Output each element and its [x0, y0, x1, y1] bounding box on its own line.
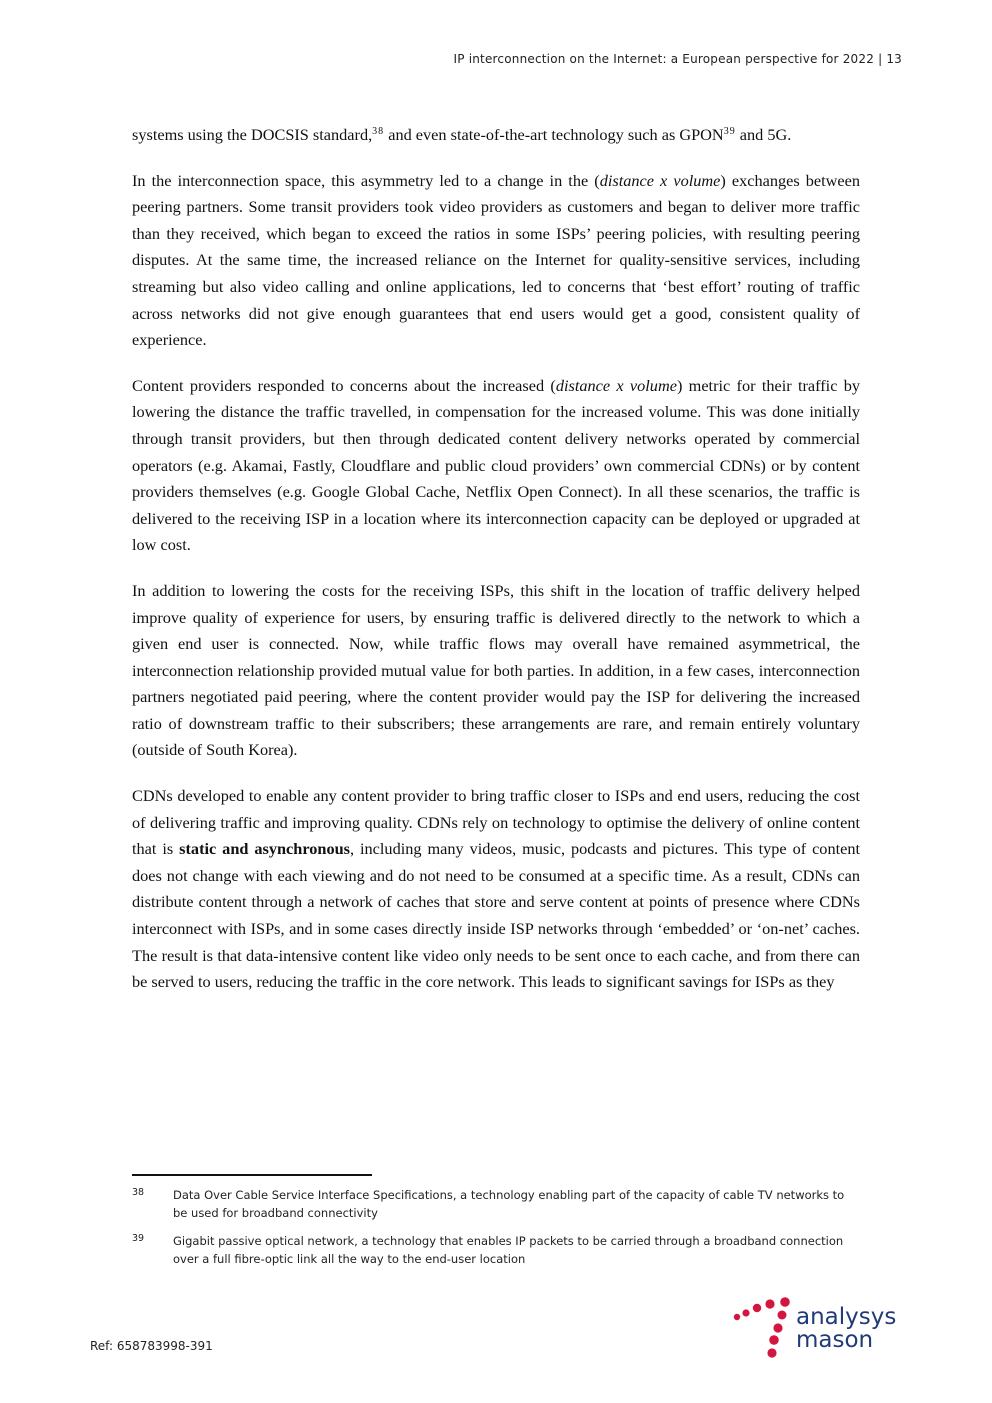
footnote-ref-39[interactable]: 39 [723, 126, 736, 137]
bold-term: static and asynchronous [179, 839, 350, 859]
page-number: 13 [886, 52, 902, 66]
italic-term: distance x volume [599, 170, 721, 190]
logo-wordmark [796, 1306, 896, 1352]
footnote-text: Data Over Cable Service Interface Specifications, a technology enabling part of the capacity of cable TV networks to be used for broadband connectivity [173, 1188, 845, 1220]
paragraph-5: CDNs developed to enable any content provider to bring traffic closer to ISPs and end users, reducing the cost of delivering traffic and improving quality. CDNs rely on technology to optimise the delivery of online content that is static and asynchronous, including many videos, music, podcasts and pictures. This type of content does not change with each viewing and do not need to be consumed at a specific time. As a result, CDNs can distribute content through a network of caches that store and serve content at points of presence where CDNs interconnect with ISPs, and in some cases directly inside ISP networks through ‘embedded’ or ‘on-net’ caches. The result is that data-intensive content like video only needs to be sent once to each cache, and from there can be served to users, reducing the traffic in the core network. This leads to significant savings for ISPs as they [132, 786, 860, 992]
footnote-39 [132, 1232, 852, 1268]
paragraph-3: Content providers responded to concerns about the increased (distance x volume) metric for their traffic by lowering the distance the traffic travelled, in compensation for the increased volume. This was done initially through transit providers, but then through dedicated content delivery networks operated by commercial operators (e.g. Akamai, Fastly, Cloudflare and public cloud providers’ own commercial CDNs) or by content providers themselves (e.g. Google Global Cache, Netflix Open Connect). In all these scenarios, the traffic is delivered to the receiving ISP in a location where its interconnection capacity can be deployed or upgraded at low cost. [132, 375, 861, 555]
dotted-seven-logo-mark-icon [732, 1296, 794, 1358]
analysys-mason-logo [732, 1296, 922, 1362]
footnote-divider [132, 1174, 372, 1176]
footnote-number: 39 [132, 1233, 145, 1244]
paragraph-1: systems using the DOCSIS standard,$^{38}$ and even state-of-the-art technology such as GPON$^{39}$ and 5G. [132, 125, 792, 144]
logo-line-1: analysys [796, 1304, 897, 1330]
header-separator: | [878, 52, 883, 66]
document-reference: Ref: 658783998-391 [90, 1339, 213, 1353]
italic-term: distance x volume [555, 375, 677, 395]
footnote-text: Gigabit passive optical network, a technology that enables IP packets to be carried through a broadband connection over a full fibre-optic link all the way to the end-user location [173, 1234, 844, 1266]
paragraph-4: In addition to lowering the costs for the receiving ISPs, this shift in the location of traffic delivery helped improve quality of experience for users, by ensuring traffic is delivered directly to the network to which a given end user is connected. Now, while traffic flows may overall have remained asymmetrical, the interconnection relationship provided mutual value for both parties. In addition, in a few cases, interconnection partners negotiated paid peering, where the content provider would pay the ISP for delivering the increased ratio of downstream traffic to their subscribers; these arrangements are rare, and remain entirely voluntary (outside of South Korea). [132, 580, 860, 760]
running-header [454, 52, 902, 66]
footnote-38 [132, 1186, 852, 1222]
footnote-ref-38[interactable]: 38 [372, 126, 385, 137]
body-text [132, 122, 860, 1015]
header-title: IP interconnection on the Internet: a European perspective for 2022 [453, 52, 875, 66]
footnote-number: 38 [132, 1187, 145, 1198]
logo-line-2: mason [796, 1327, 874, 1353]
paragraph-2: In the interconnection space, this asymmetry led to a change in the (distance x volume) exchanges between peering partners. Some transit providers took video providers as customers and began to deliver more traffic than they received, which began to exceed the ratios in some ISPs’ peering policies, with resulting peering disputes. At the same time, the increased reliance on the Internet for quality-sensitive services, including streaming but also video calling and online applications, led to concerns that ‘best effort’ routing of traffic across networks did not give enough guarantees that end users would get a good, consistent quality of experience. [132, 170, 861, 350]
